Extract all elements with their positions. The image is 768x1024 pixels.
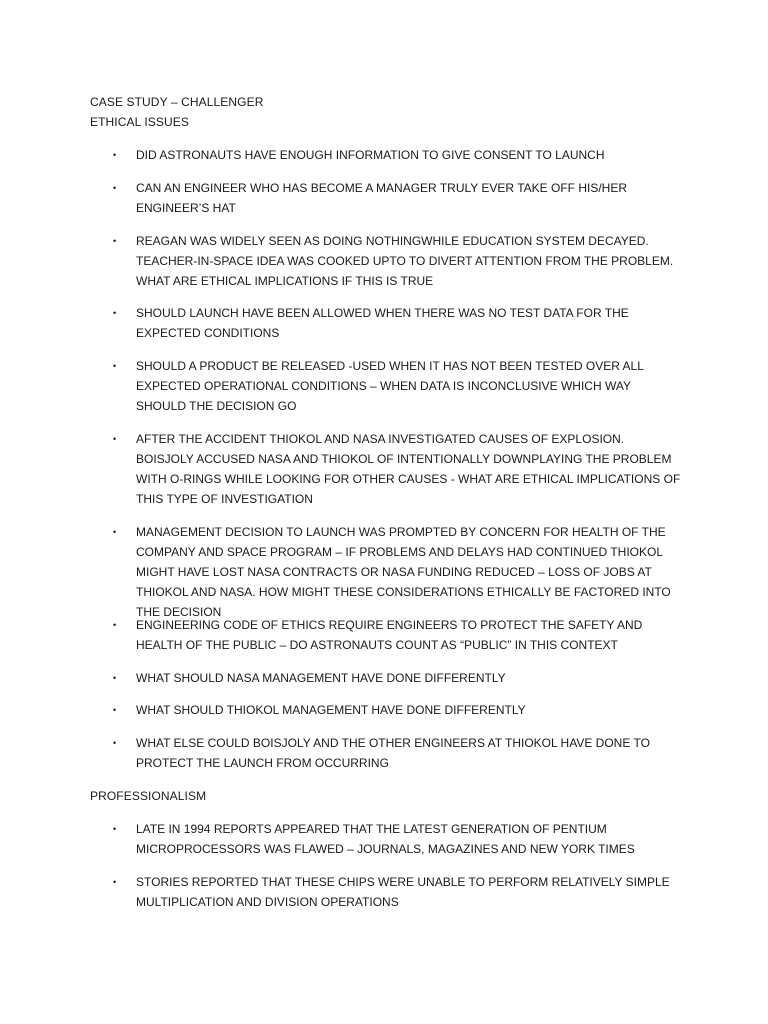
list-item-text: WHAT ELSE COULD BOISJOLY AND THE OTHER ENGINEERS AT THIOKOL HAVE DONE TO PROTECT THE LAUNCH FROM OCCURRING <box>136 736 650 770</box>
bullet-icon: • <box>113 308 117 318</box>
section-heading-ethical-issues: ETHICAL ISSUES <box>90 115 189 129</box>
document-title: CASE STUDY – CHALLENGER <box>90 95 264 109</box>
list-item-text: WHAT SHOULD THIOKOL MANAGEMENT HAVE DONE DIFFERENTLY <box>136 703 526 717</box>
list-item-text: CAN AN ENGINEER WHO HAS BECOME A MANAGER TRULY EVER TAKE OFF HIS/HER ENGINEER’S HAT <box>136 181 627 215</box>
bullet-icon: • <box>113 150 117 160</box>
list-item-text: LATE IN 1994 REPORTS APPEARED THAT THE LATEST GENERATION OF PENTIUM MICROPROCESSORS WAS FLAWED – JOURNALS, MAGAZINES AND NEW YORK TIMES <box>136 822 635 856</box>
list-item-text: ENGINEERING CODE OF ETHICS REQUIRE ENGINEERS TO PROTECT THE SAFETY AND HEALTH OF THE PUBLIC – DO ASTRONAUTS COUNT AS “PUBLIC” IN THIS CONTEXT <box>136 618 643 652</box>
bullet-icon: • <box>113 236 117 246</box>
list-item-text: AFTER THE ACCIDENT THIOKOL AND NASA INVESTIGATED CAUSES OF EXPLOSION. BOISJOLY ACCUSED NASA AND THIOKOL OF INTENTIONALLY DOWNPLAYING THE PROBLEM WITH O-RINGS WHILE LOOKING FOR OTHER CAUSES - WHAT ARE ETHICAL IMPLICATIONS OF THIS TYPE OF INVESTIGATION <box>136 432 681 506</box>
list-item-text: DID ASTRONAUTS HAVE ENOUGH INFORMATION TO GIVE CONSENT TO LAUNCH <box>136 148 605 162</box>
list-item-text: SHOULD LAUNCH HAVE BEEN ALLOWED WHEN THERE WAS NO TEST DATA FOR THE EXPECTED CONDITIONS <box>136 306 629 340</box>
bullet-icon: • <box>113 673 117 683</box>
list-item-text: WHAT SHOULD NASA MANAGEMENT HAVE DONE DIFFERENTLY <box>136 671 506 685</box>
bullet-icon: • <box>113 183 117 193</box>
bullet-icon: • <box>113 877 117 887</box>
bullet-icon: • <box>113 738 117 748</box>
list-item-text: REAGAN WAS WIDELY SEEN AS DOING NOTHINGWHILE EDUCATION SYSTEM DECAYED. TEACHER-IN-SPACE IDEA WAS COOKED UPTO TO DIVERT ATTENTION FROM THE PROBLEM. WHAT ARE ETHICAL IMPLICATIONS IF THIS IS TRUE <box>136 234 674 288</box>
list-item-text: STORIES REPORTED THAT THESE CHIPS WERE UNABLE TO PERFORM RELATIVELY SIMPLE MULTIPLICATION AND DIVISION OPERATIONS <box>136 875 670 909</box>
list-item-text: MANAGEMENT DECISION TO LAUNCH WAS PROMPTED BY CONCERN FOR HEALTH OF THE COMPANY AND SPACE PROGRAM – IF PROBLEMS AND DELAYS HAD CONTINUED THIOKOL MIGHT HAVE LOST NASA CONTRACTS OR NASA FUNDING REDUCED – LOSS OF JOBS AT THIOKOL AND NASA. HOW MIGHT THESE CONSIDERATIONS ETHICALLY BE FACTORED INTO THE DECISION <box>136 525 671 619</box>
bullet-icon: • <box>113 705 117 715</box>
section-heading-professionalism: PROFESSIONALISM <box>90 789 207 803</box>
list-item-text: SHOULD A PRODUCT BE RELEASED -USED WHEN IT HAS NOT BEEN TESTED OVER ALL EXPECTED OPERATIONAL CONDITIONS – WHEN DATA IS INCONCLUSIVE WHICH WAY SHOULD THE DECISION GO <box>136 359 644 413</box>
bullet-icon: • <box>113 620 117 630</box>
bullet-icon: • <box>113 824 117 834</box>
bullet-icon: • <box>113 527 117 537</box>
bullet-icon: • <box>113 434 117 444</box>
bullet-icon: • <box>113 361 117 371</box>
